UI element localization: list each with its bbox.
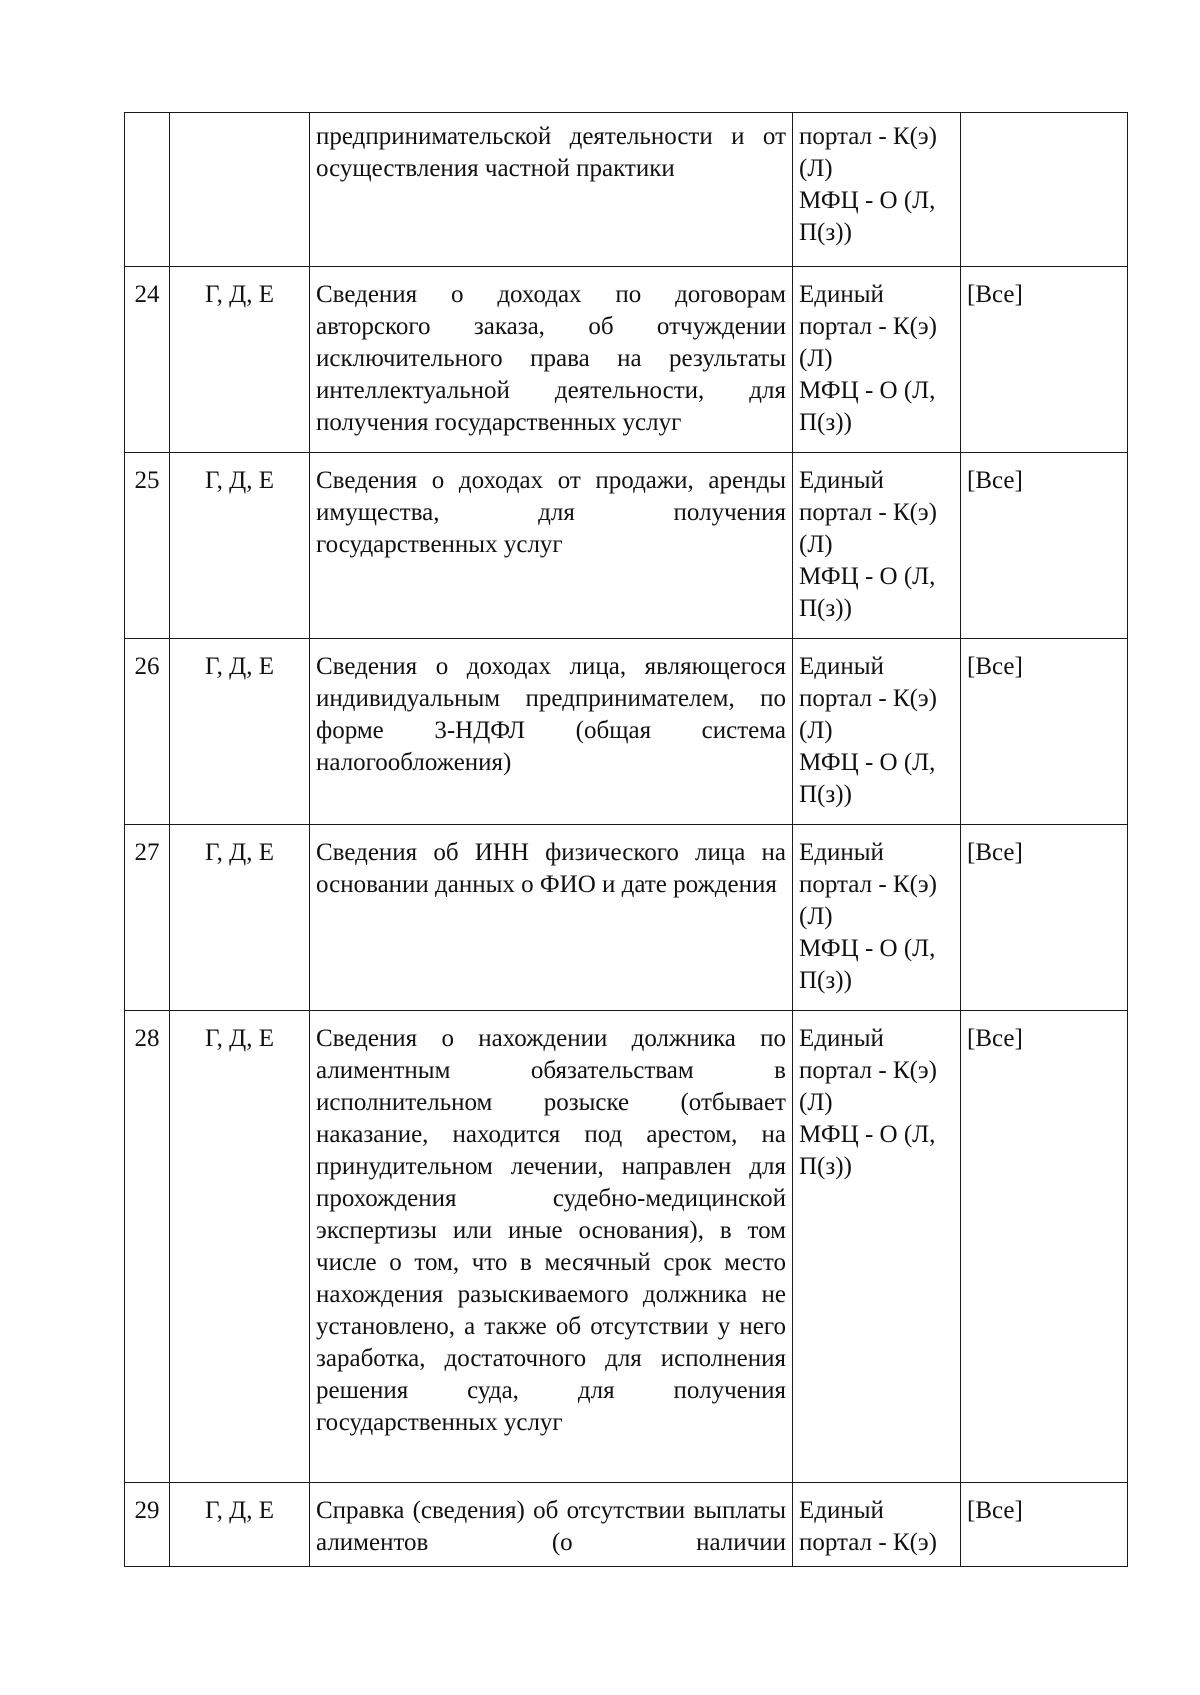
table-row xyxy=(125,267,1128,453)
row-users: [Все] xyxy=(961,639,1128,825)
row-description xyxy=(310,1483,793,1567)
row-users: [Все] xyxy=(961,1483,1128,1567)
channel-line: портал - К(э) xyxy=(799,1057,937,1084)
channel-line: портал - К(э) xyxy=(799,123,937,150)
row-description xyxy=(310,825,793,1011)
table-row xyxy=(125,453,1128,639)
table-row xyxy=(125,825,1128,1011)
row-channels xyxy=(793,1483,961,1567)
row-categories: Г, Д, Е xyxy=(170,453,310,639)
channel-line: (Л) xyxy=(799,717,833,744)
row-categories xyxy=(170,113,310,267)
services-table xyxy=(124,112,1128,1567)
row-users: [Все] xyxy=(961,825,1128,1011)
channel-line: портал - К(э) xyxy=(799,313,937,340)
row-channels xyxy=(793,639,961,825)
row-number: 24 xyxy=(125,267,170,453)
row-description xyxy=(310,639,793,825)
row-categories: Г, Д, Е xyxy=(170,1011,310,1483)
table-row xyxy=(125,113,1128,267)
row-users: [Все] xyxy=(961,453,1128,639)
row-categories: Г, Д, Е xyxy=(170,267,310,453)
channel-line: (Л) xyxy=(799,903,833,930)
row-channels xyxy=(793,267,961,453)
table-row xyxy=(125,1011,1128,1483)
channel-line: П(з)) xyxy=(799,967,852,994)
channel-line: портал - К(э) xyxy=(799,1529,937,1556)
channel-line: МФЦ - О (Л, xyxy=(799,377,936,404)
row-number: 26 xyxy=(125,639,170,825)
channel-line: МФЦ - О (Л, xyxy=(799,749,936,776)
description-text: предпринимательской деятельности и от осуществления частной практики xyxy=(316,123,786,182)
row-channels xyxy=(793,113,961,267)
row-number: 28 xyxy=(125,1011,170,1483)
description-text: Сведения о доходах по договорам авторского заказа, об отчуждении исключительного права на результаты интеллектуальной деятельности, для получения государственных услуг xyxy=(316,281,786,436)
channel-line: портал - К(э) xyxy=(799,871,937,898)
row-users: [Все] xyxy=(961,1011,1128,1483)
channel-line: (Л) xyxy=(799,155,833,182)
row-number xyxy=(125,113,170,267)
channel-line: Единый xyxy=(799,839,884,866)
channel-line: МФЦ - О (Л, xyxy=(799,1121,936,1148)
description-text: Сведения об ИНН физического лица на основании данных о ФИО и дате рождения xyxy=(316,839,786,898)
description-text: Сведения о доходах от продажи, аренды имущества, для получения государственных услуг xyxy=(316,467,786,558)
channel-line: МФЦ - О (Л, xyxy=(799,187,936,214)
row-users xyxy=(961,113,1128,267)
row-channels xyxy=(793,453,961,639)
row-channels xyxy=(793,825,961,1011)
channel-line: портал - К(э) xyxy=(799,499,937,526)
channel-line: (Л) xyxy=(799,345,833,372)
channel-line: (Л) xyxy=(799,531,833,558)
row-description xyxy=(310,113,793,267)
row-description xyxy=(310,453,793,639)
channel-line: МФЦ - О (Л, xyxy=(799,935,936,962)
channel-line: портал - К(э) xyxy=(799,685,937,712)
row-channels xyxy=(793,1011,961,1483)
row-description xyxy=(310,267,793,453)
channel-line: Единый xyxy=(799,1497,884,1524)
channel-line: П(з)) xyxy=(799,595,852,622)
table-row xyxy=(125,1483,1128,1567)
channel-line: П(з)) xyxy=(799,1153,852,1180)
channel-line: П(з)) xyxy=(799,781,852,808)
row-categories: Г, Д, Е xyxy=(170,639,310,825)
channel-line: П(з)) xyxy=(799,409,852,436)
row-number: 27 xyxy=(125,825,170,1011)
row-number: 29 xyxy=(125,1483,170,1567)
channel-line: Единый xyxy=(799,467,884,494)
row-users: [Все] xyxy=(961,267,1128,453)
table-row xyxy=(125,639,1128,825)
channel-line: Единый xyxy=(799,281,884,308)
row-categories: Г, Д, Е xyxy=(170,1483,310,1567)
row-number: 25 xyxy=(125,453,170,639)
channel-line: (Л) xyxy=(799,1089,833,1116)
description-text: Сведения о доходах лица, являющегося индивидуальным предпринимателем, по форме 3-НДФЛ (общая система налогообложения) xyxy=(316,653,786,776)
channel-line: Единый xyxy=(799,1025,884,1052)
channel-line: МФЦ - О (Л, xyxy=(799,563,936,590)
channel-line: П(з)) xyxy=(799,219,852,246)
row-categories: Г, Д, Е xyxy=(170,825,310,1011)
channel-line: Единый xyxy=(799,653,884,680)
description-text: Справка (сведения) об отсутствии выплаты алиментов (о наличии xyxy=(316,1497,786,1556)
description-text: Сведения о нахождении должника по алиментным обязательствам в исполнительном розыске (отбывает наказание, находится под арестом, на принудительном лечении, направлен для прохождения судебно-медицинской экспертизы или иные основания), в том числе о том, что в месячный срок место нахождения разыскиваемого должника не установлено, а также об отсутствии у него заработка, достаточного для исполнения решения суда, для получения государственных услуг xyxy=(316,1025,786,1436)
row-description xyxy=(310,1011,793,1483)
